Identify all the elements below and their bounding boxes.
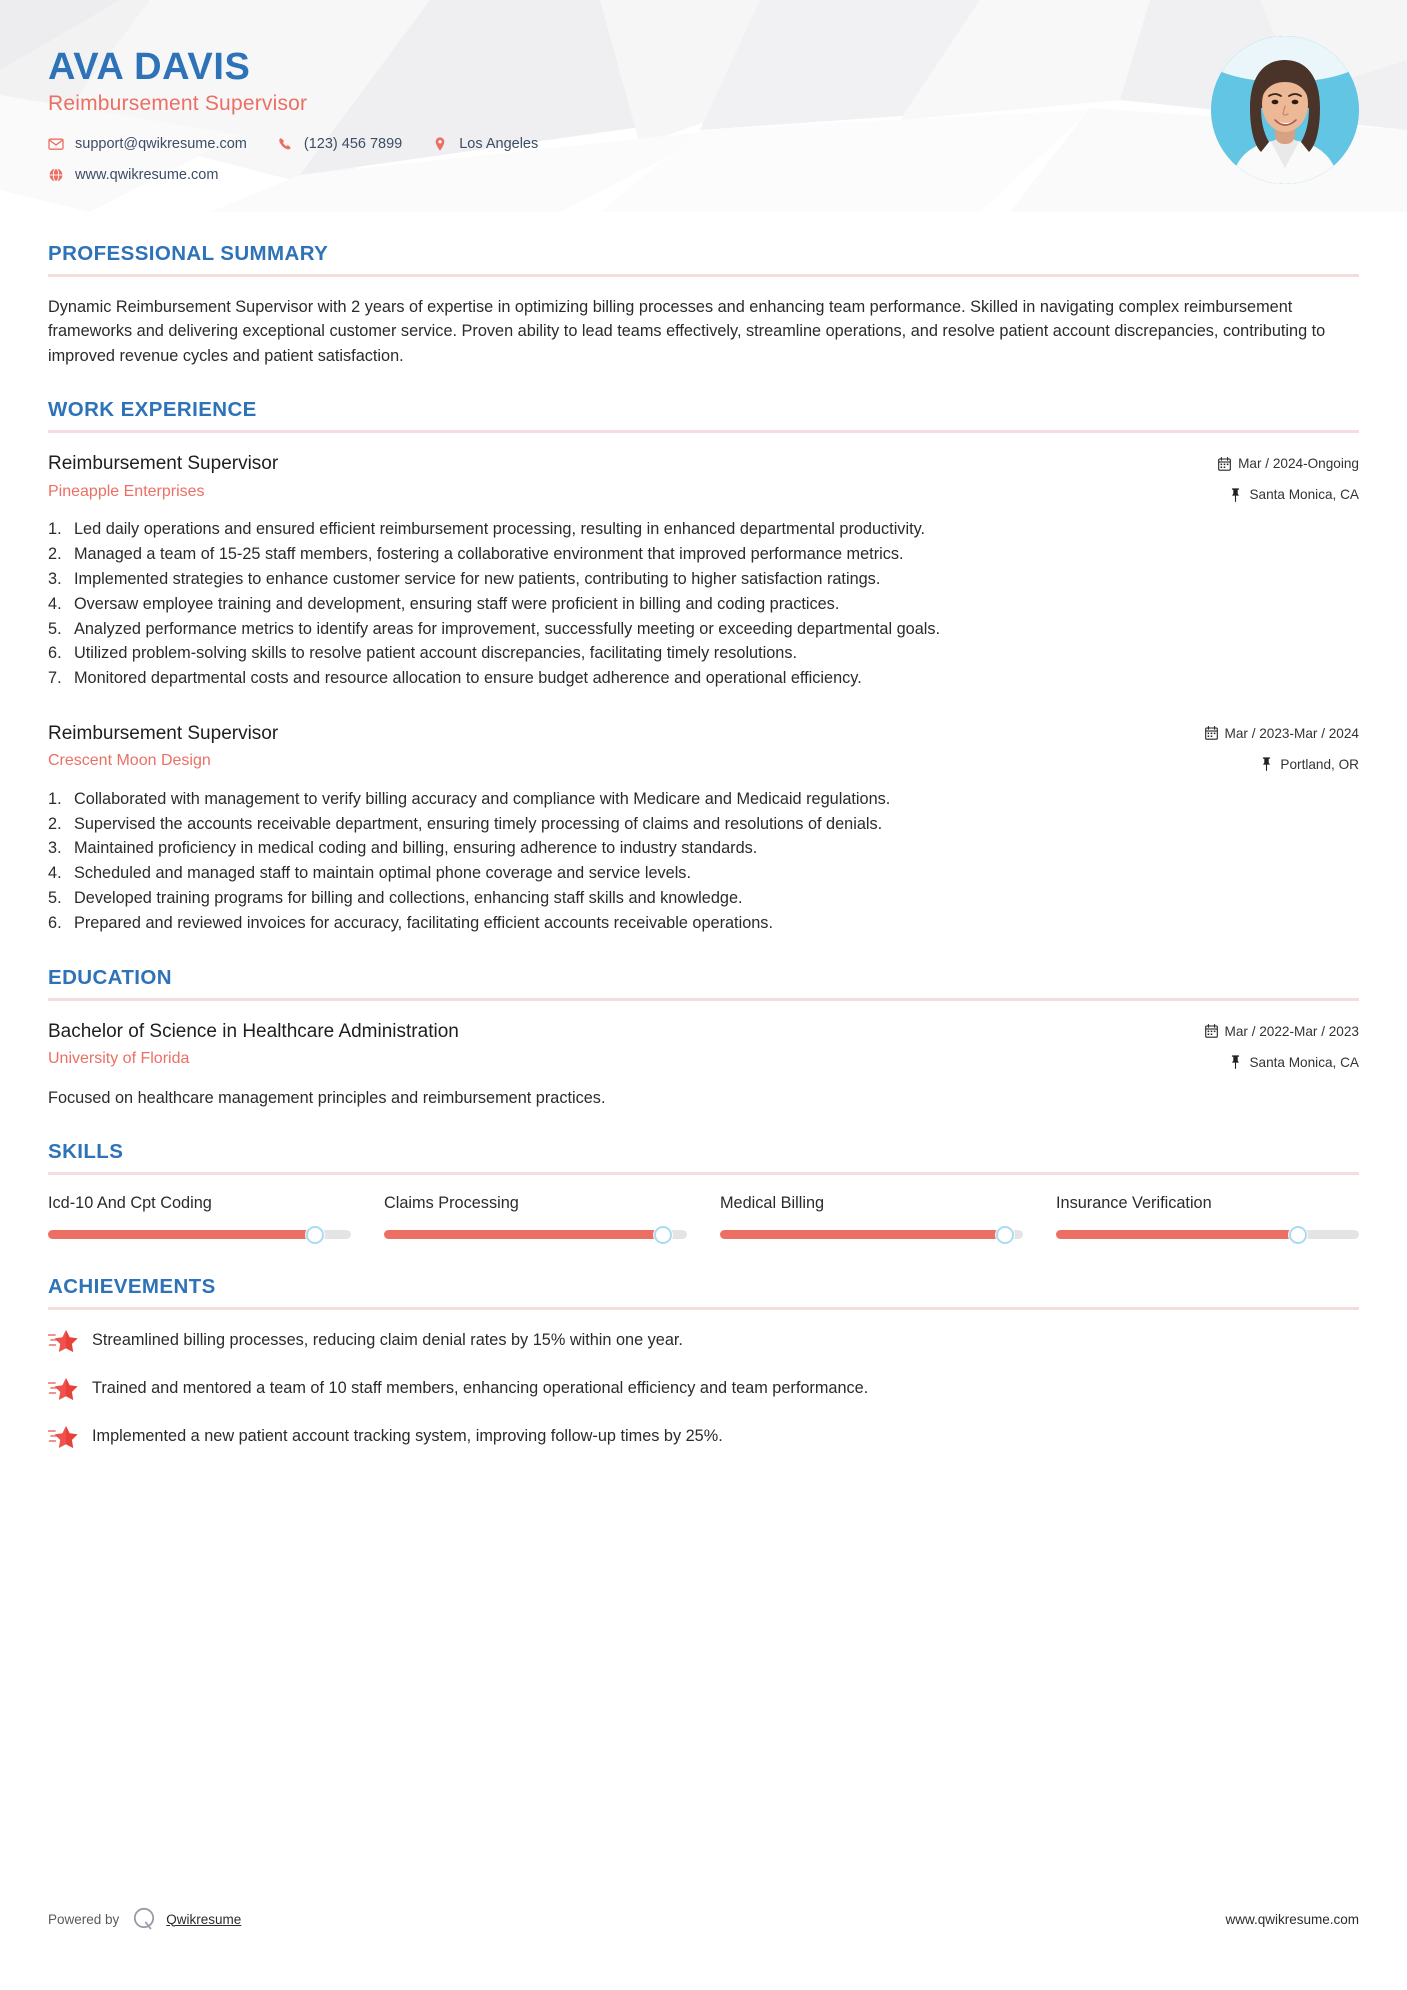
skill-slider[interactable] [1056, 1230, 1359, 1239]
section-rule [48, 430, 1359, 433]
education-description: Focused on healthcare management principles and reimbursement practices. [48, 1088, 606, 1107]
achievement-item [48, 1328, 1359, 1354]
section-achievements [48, 1275, 1359, 1450]
candidate-role: Reimbursement Supervisor [48, 91, 308, 115]
job-date-text: Mar / 2023-Mar / 2024 [1224, 725, 1359, 741]
skills-grid [48, 1193, 1359, 1245]
section-rule [48, 1307, 1359, 1310]
job-location [1218, 485, 1359, 504]
job-date-text: Mar / 2024-Ongoing [1238, 456, 1359, 472]
company-name: Pineapple Enterprises [48, 482, 205, 500]
phone-icon [277, 136, 293, 152]
skill-knob[interactable] [996, 1226, 1014, 1244]
achievements-list [48, 1328, 1359, 1450]
skill-label: Insurance Verification [1056, 1194, 1212, 1213]
contact-phone[interactable] [277, 136, 402, 152]
job-date [1218, 454, 1359, 473]
achievement-item [48, 1376, 1359, 1402]
footer-powered-by [48, 1906, 241, 1932]
section-skills [48, 1140, 1359, 1245]
achievement-text: Streamlined billing processes, reducing claim denial rates by 15% within one year. [92, 1331, 683, 1350]
skill-fill [720, 1230, 1005, 1239]
section-title-work: WORK EXPERIENCE [48, 398, 257, 422]
skill-fill [384, 1230, 663, 1239]
education-entry-header [48, 1019, 1359, 1072]
shooting-star-icon [48, 1424, 78, 1450]
achievement-item [48, 1424, 1359, 1450]
calendar-icon [1205, 726, 1218, 740]
map-pin-icon [1229, 1055, 1242, 1069]
section-title-education: EDUCATION [48, 965, 172, 989]
resume-footer [48, 1906, 1359, 1932]
job-location-text: Santa Monica, CA [1249, 487, 1359, 503]
section-title-summary: PROFESSIONAL SUMMARY [48, 242, 329, 265]
skill-item [48, 1193, 351, 1245]
skill-item [720, 1193, 1023, 1245]
envelope-icon [48, 136, 64, 152]
education-entry-meta [1205, 1019, 1360, 1072]
section-rule [48, 274, 1359, 277]
contact-website-text: www.qwikresume.com [75, 166, 219, 183]
job-bullet: Analyzed performance metrics to identify areas for improvement, successfully meeting or exceeding departmental goals. [74, 619, 941, 638]
skill-slider[interactable] [48, 1230, 351, 1239]
job-bullet: Utilized problem-solving skills to resolve patient account discrepancies, facilitating timely resolutions. [74, 644, 798, 663]
company-name: Crescent Moon Design [48, 752, 211, 770]
section-rule [48, 998, 1359, 1001]
skill-fill [48, 1230, 315, 1239]
job-bullet: Developed training programs for billing and collections, enhancing staff skills and knowledge. [74, 889, 743, 908]
job-location-text: Portland, OR [1280, 756, 1359, 772]
location-pin-icon [432, 136, 448, 152]
qwikresume-logo-icon [131, 1906, 157, 1932]
resume-header [0, 0, 1407, 212]
summary-text: Dynamic Reimbursement Supervisor with 2 years of expertise in optimizing billing processes and enhancing team performance. Skilled in navigating complex reimbursement frameworks and delivering exceptional customer service. Proven ability to lead teams effectively, streamline operations, and resolve patient account discrepancies, contributing to improved revenue cycles and patient satisfaction. [48, 298, 1326, 365]
calendar-icon [1205, 1024, 1218, 1038]
job-bullet: Oversaw employee training and development, ensuring staff were proficient in billing and coding practices. [74, 594, 840, 613]
contact-website[interactable] [48, 167, 218, 183]
section-title-skills: SKILLS [48, 1140, 124, 1164]
contact-email[interactable] [48, 136, 247, 152]
contact-row-secondary [48, 167, 1359, 183]
contact-row-primary [48, 136, 1359, 152]
job-bullets [48, 788, 1359, 936]
work-entry-left [48, 721, 1205, 772]
job-bullet: Monitored departmental costs and resource allocation to ensure budget adherence and operational efficiency. [74, 669, 862, 688]
job-bullet: Scheduled and managed staff to maintain optimal phone coverage and service levels. [74, 864, 691, 883]
skill-knob[interactable] [306, 1226, 324, 1244]
map-pin-icon [1229, 488, 1242, 502]
job-date [1205, 724, 1360, 743]
job-bullet: Led daily operations and ensured efficient reimbursement processing, resulting in enhanced departmental productivity. [74, 520, 926, 539]
job-title: Reimbursement Supervisor [48, 453, 279, 475]
school-name: University of Florida [48, 1050, 190, 1068]
work-entry [48, 721, 1359, 936]
powered-by-label: Powered by [48, 1911, 120, 1927]
job-bullet: Maintained proficiency in medical coding and billing, ensuring adherence to industry standards. [74, 839, 758, 858]
globe-icon [48, 167, 64, 183]
footer-website[interactable]: www.qwikresume.com [1225, 1911, 1359, 1927]
shooting-star-icon [48, 1376, 78, 1402]
qwikresume-brand-link[interactable]: Qwikresume [166, 1911, 242, 1927]
education-entry [48, 1019, 1359, 1111]
shooting-star-icon [48, 1328, 78, 1354]
job-location [1205, 755, 1360, 774]
education-date [1205, 1022, 1360, 1041]
job-bullet: Collaborated with management to verify billing accuracy and compliance with Medicare and Medicaid regulations. [74, 789, 891, 808]
skill-slider[interactable] [384, 1230, 687, 1239]
skill-slider[interactable] [720, 1230, 1023, 1239]
calendar-icon [1218, 457, 1231, 471]
skill-label: Claims Processing [384, 1194, 519, 1213]
work-entry-header [48, 721, 1359, 774]
work-entry-meta [1218, 451, 1359, 504]
resume-body [0, 242, 1407, 1450]
section-work-experience [48, 398, 1359, 935]
job-title: Reimbursement Supervisor [48, 722, 279, 744]
contact-email-text: support@qwikresume.com [75, 135, 247, 152]
skill-fill [1056, 1230, 1298, 1239]
skill-item [384, 1193, 687, 1245]
work-entry-header [48, 451, 1359, 504]
contact-location-text: Los Angeles [459, 135, 539, 152]
education-date-text: Mar / 2022-Mar / 2023 [1224, 1023, 1359, 1039]
work-entry-meta [1205, 721, 1360, 774]
job-bullet: Prepared and reviewed invoices for accuracy, facilitating efficient accounts receivable operations. [74, 913, 773, 932]
section-education [48, 966, 1359, 1111]
education-entry-left [48, 1019, 1205, 1070]
skill-label: Medical Billing [720, 1194, 825, 1213]
map-pin-icon [1260, 757, 1273, 771]
skill-knob[interactable] [1289, 1226, 1307, 1244]
work-entry [48, 451, 1359, 691]
achievement-text: Implemented a new patient account tracking system, improving follow-up times by 25%. [92, 1427, 723, 1446]
candidate-name: AVA DAVIS [48, 46, 251, 88]
job-bullets [48, 518, 1359, 690]
job-bullet: Implemented strategies to enhance customer service for new patients, contributing to higher satisfaction ratings. [74, 569, 881, 588]
section-professional-summary [48, 242, 1359, 368]
education-location-text: Santa Monica, CA [1249, 1054, 1359, 1070]
contact-location [432, 136, 538, 152]
education-location [1205, 1053, 1360, 1072]
section-rule [48, 1172, 1359, 1175]
section-title-achievements: ACHIEVEMENTS [48, 1275, 216, 1299]
profile-photo [1211, 36, 1359, 184]
skill-knob[interactable] [654, 1226, 672, 1244]
contact-phone-text: (123) 456 7899 [303, 135, 403, 152]
degree-title: Bachelor of Science in Healthcare Administration [48, 1020, 459, 1042]
job-bullet: Supervised the accounts receivable department, ensuring timely processing of claims and resolutions of denials. [74, 814, 883, 833]
skill-item [1056, 1193, 1359, 1245]
work-entry-left [48, 451, 1218, 502]
skill-label: Icd-10 And Cpt Coding [48, 1194, 212, 1213]
job-bullet: Managed a team of 15-25 staff members, fostering a collaborative environment that improved performance metrics. [74, 545, 904, 564]
achievement-text: Trained and mentored a team of 10 staff members, enhancing operational efficiency and team performance. [92, 1379, 869, 1398]
